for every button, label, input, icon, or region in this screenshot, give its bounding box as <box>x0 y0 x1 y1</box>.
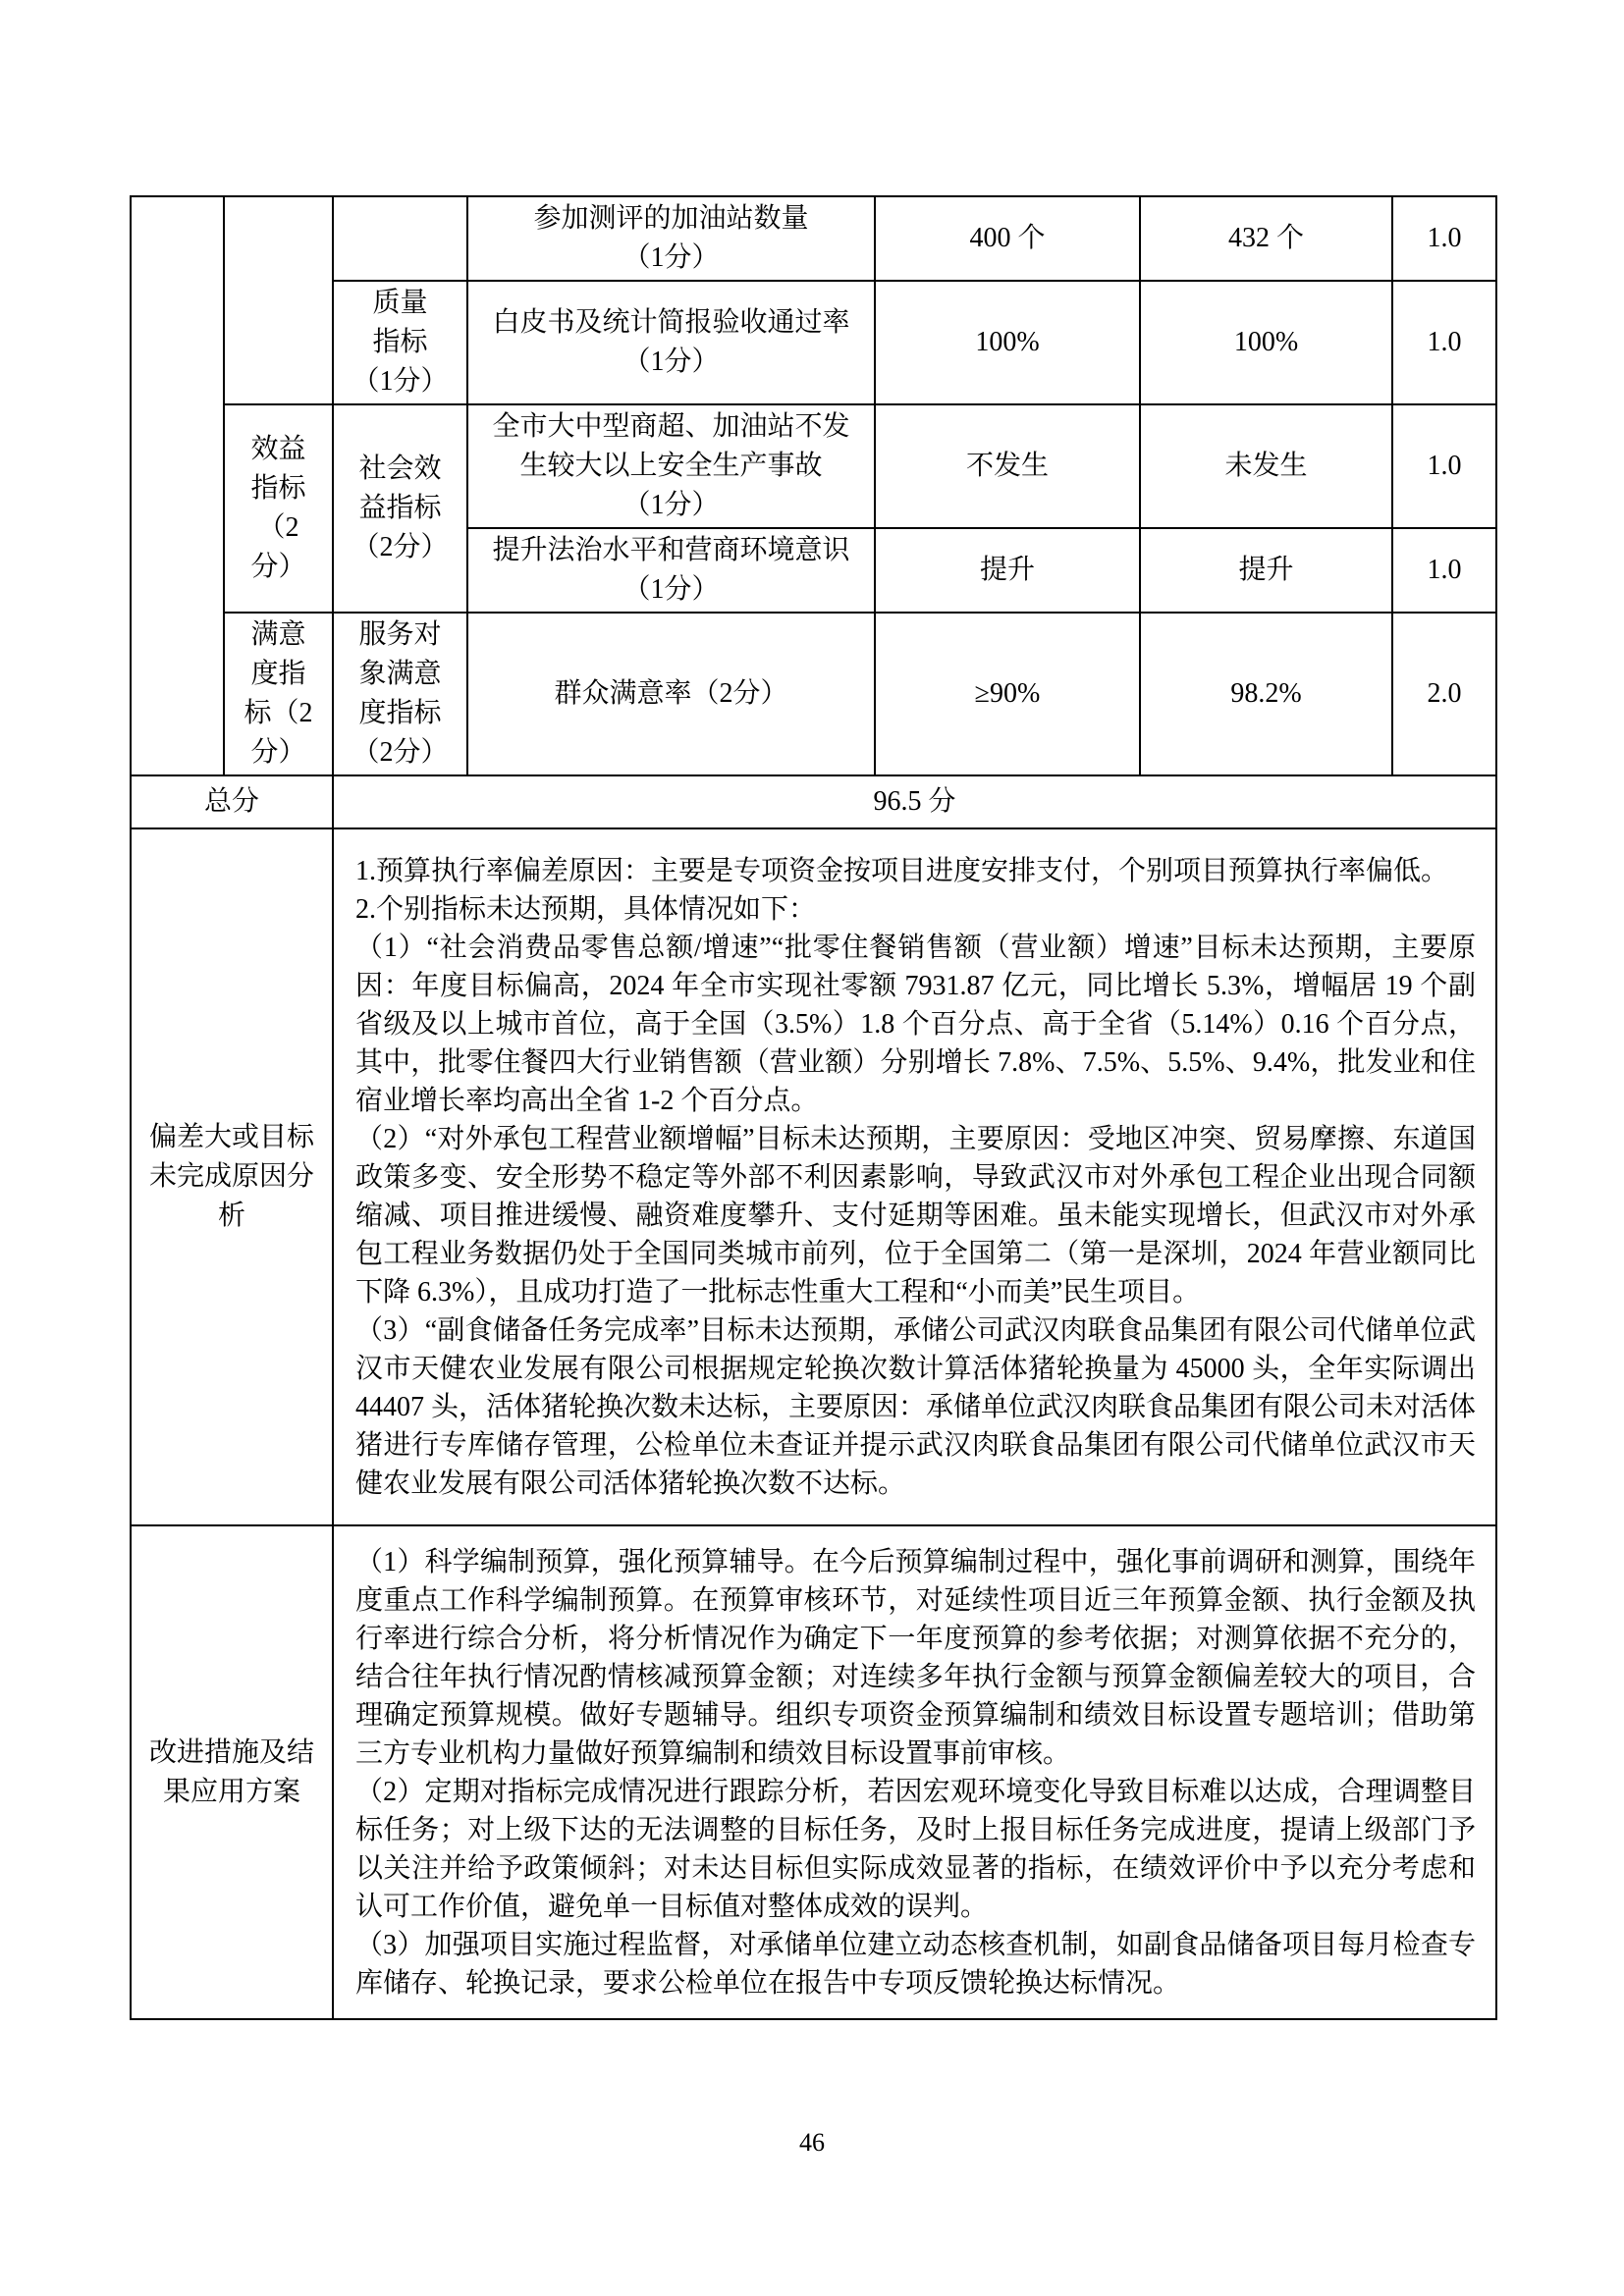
score-value: 1.0 <box>1392 281 1496 404</box>
paragraph: （2）“对外承包工程营业额增幅”目标未达预期，主要原因：受地区冲突、贸易摩擦、东道国政策多变、安全形势不稳定等外部不利因素影响，导致武汉市对外承包工程企业出现合同额缩减、项目推进缓慢、融资难度攀升、支付延期等困难。虽未能实现增长，但武汉市对外承包工程业务数据仍处于全国同类城市前列，位于全国第二（第一是深圳，2024 年营业额同比下降 6.3%），且成功打造了一批标志性重大工程和“小而美”民生项目。 <box>355 1123 1476 1308</box>
actual-value: 未发生 <box>1140 404 1392 528</box>
table-row <box>131 196 1496 281</box>
indicator-subtype-label: 社会效 益指标 （2分） <box>333 404 467 613</box>
indicator-subtype-label: 服务对 象满意 度指标 （2分） <box>333 613 467 775</box>
paragraph: （3）“副食储备任务完成率”目标未达预期，承储公司武汉肉联食品集团有限公司代储单位武汉市天健农业发展有限公司根据规定轮换次数计算活体猪轮换量为 45000 头，全年实际调出 44407 头，活体猪轮换次数未达标，主要原因：承储单位武汉肉联食品集团有限公司未对活体猪进行专库储存管理，公检单位未查证并提示武汉肉联食品集团有限公司代储单位武汉市天健农业发展有限公司活体猪轮换次数不达标。 <box>355 1314 1477 1499</box>
actual-value: 432 个 <box>1140 196 1392 281</box>
actual-value: 100% <box>1140 281 1392 404</box>
target-value: ≥90% <box>875 613 1140 775</box>
target-value: 提升 <box>875 528 1140 613</box>
total-score-value: 96.5 分 <box>333 775 1496 828</box>
table-row <box>131 404 1496 528</box>
type-column-empty-cell <box>224 196 333 404</box>
performance-evaluation-table <box>130 195 1497 2020</box>
indicator-type-label: 效益 指标 （2 分） <box>224 404 333 613</box>
table-row <box>131 613 1496 775</box>
subtype-column-empty-cell <box>333 196 467 281</box>
paragraph: 1.预算执行率偏差原因：主要是专项资金按项目进度安排支付，个别项目预算执行率偏低。 <box>355 855 1449 886</box>
score-value: 1.0 <box>1392 196 1496 281</box>
page-number: 46 <box>799 2128 825 2157</box>
total-score-row <box>131 775 1496 828</box>
paragraph: （2）定期对指标完成情况进行跟踪分析，若因宏观环境变化导致目标难以达成，合理调整目标任务；对上级下达的无法调整的目标任务，及时上报目标任务完成进度，提请上级部门予以关注并给予政策倾斜；对未达目标但实际成效显著的指标，在绩效评价中予以充分考虑和认可工作价值，避免单一目标值对整体成效的误判。 <box>355 1776 1476 1922</box>
paragraph: 2.个别指标未达预期，具体情况如下： <box>355 893 817 925</box>
indicator-subtype-label: 质量 指标 （1分） <box>333 281 467 404</box>
target-value: 400 个 <box>875 196 1140 281</box>
indicator-name: 白皮书及统计简报验收通过率 （1分） <box>467 281 875 404</box>
indicator-name: 提升法治水平和营商环境意识 （1分） <box>467 528 875 613</box>
table-row <box>131 281 1496 404</box>
indicator-name: 参加测评的加油站数量 （1分） <box>467 196 875 281</box>
deviation-analysis-content <box>333 828 1496 1525</box>
improvement-measures-content <box>333 1525 1496 2019</box>
deviation-analysis-label: 偏差大或目标 未完成原因分 析 <box>131 828 333 1525</box>
target-value: 不发生 <box>875 404 1140 528</box>
indicator-type-label: 满意 度指 标（2 分） <box>224 613 333 775</box>
actual-value: 提升 <box>1140 528 1392 613</box>
paragraph: （1）“社会消费品零售总额/增速”“批零住餐销售额（营业额）增速”目标未达预期，主要原因：年度目标偏高，2024 年全市实现社零额 7931.87 亿元，同比增长 5.3%，增幅居 19 个副省级及以上城市首位，高于全国（3.5%）1.8 个百分点、高于全省（5.14%）0.16 个百分点，其中，批零住餐四大行业销售额（营业额）分别增长 7.8%、7.5%、5.5%、9.4%，批发业和住宿业增长率均高出全省 1-2 个百分点。 <box>355 932 1476 1116</box>
category-column-empty-cell <box>131 196 224 775</box>
score-value: 1.0 <box>1392 404 1496 528</box>
improvement-measures-label: 改进措施及结 果应用方案 <box>131 1525 333 2019</box>
score-value: 1.0 <box>1392 528 1496 613</box>
paragraph: （3）加强项目实施过程监督，对承储单位建立动态核查机制，如副食品储备项目每月检查专库储存、轮换记录，要求公检单位在报告中专项反馈轮换达标情况。 <box>355 1929 1476 1999</box>
indicator-name: 群众满意率（2分） <box>467 613 875 775</box>
target-value: 100% <box>875 281 1140 404</box>
deviation-analysis-row <box>131 828 1496 1525</box>
improvement-measures-row <box>131 1525 1496 2019</box>
total-score-label: 总分 <box>131 775 333 828</box>
indicator-name: 全市大中型商超、加油站不发 生较大以上安全生产事故 （1分） <box>467 404 875 528</box>
actual-value: 98.2% <box>1140 613 1392 775</box>
score-value: 2.0 <box>1392 613 1496 775</box>
paragraph: （1）科学编制预算，强化预算辅导。在今后预算编制过程中，强化事前调研和测算，围绕年度重点工作科学编制预算。在预算审核环节，对延续性项目近三年预算金额、执行金额及执行率进行综合分析，将分析情况作为确定下一年度预算的参考依据；对测算依据不充分的，结合往年执行情况酌情核减预算金额；对连续多年执行金额与预算金额偏差较大的项目，合理确定预算规模。做好专题辅导。组织专项资金预算编制和绩效目标设置专题培训；借助第三方专业机构力量做好预算编制和绩效目标设置事前审核。 <box>355 1546 1476 1769</box>
